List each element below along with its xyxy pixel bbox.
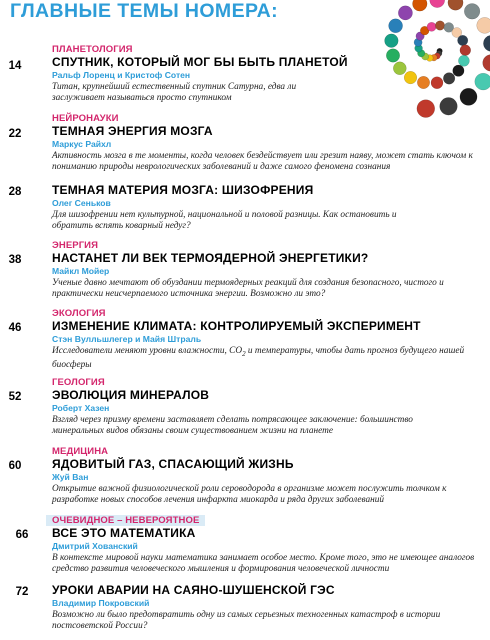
article-headline[interactable]: ЯДОВИТЫЙ ГАЗ, СПАСАЮЩИЙ ЖИЗНЬ	[52, 457, 294, 471]
category-label: ОЧЕВИДНОЕ – НЕВЕРОЯТНОЕ	[46, 515, 205, 526]
article-description: Исследователи меняют уровни влажности, $CO_2$ и температуры, чтобы дать прогноз будущего нашей биосферы	[52, 346, 465, 371]
article-description: Для шизофрении нет культурной, национальной и половой разницы. Как остановить и обратить вспять коварный недуг?	[52, 210, 397, 232]
article-description: Взгляд через призму времени заставляет сделать потрясающее заключение: большинство минеральных видов обязаны своим существованием жизни на планете	[52, 415, 413, 437]
article-description: Титан, крупнейший естественный спутник Сатурна, едва ли заслуживает называться просто спутником	[52, 82, 297, 104]
article-headline[interactable]: ИЗМЕНЕНИЕ КЛИМАТА: КОНТРОЛИРУЕМЫЙ ЭКСПЕРИМЕНТ	[52, 319, 421, 333]
article-headline[interactable]: НАСТАНЕТ ЛИ ВЕК ТЕРМОЯДЕРНОЙ ЭНЕРГЕТИКИ?	[52, 251, 369, 265]
article-headline[interactable]: ЭВОЛЮЦИЯ МИНЕРАЛОВ	[52, 388, 210, 402]
page-title: ГЛАВНЫЕ ТЕМЫ НОМЕРА:	[10, 0, 279, 22]
article-author: Олег Сеньков	[52, 198, 111, 208]
gem-stone	[413, 0, 428, 11]
article-author: Дмитрий Хованский	[52, 541, 138, 551]
article-author: Майкл Мойер	[52, 266, 110, 276]
gem-stone	[448, 0, 463, 10]
page-number: 28	[8, 186, 22, 198]
article-author: Маркус Райхл	[52, 139, 112, 149]
page-number: 38	[8, 254, 22, 266]
gem-stone	[483, 55, 490, 72]
page-number: 52	[8, 391, 22, 403]
page-number: 60	[8, 460, 22, 472]
gem-stone	[483, 35, 490, 51]
gem-stone	[477, 17, 490, 33]
category-label: ПЛАНЕТОЛОГИЯ	[52, 44, 133, 55]
gem-stone	[427, 22, 436, 31]
page-number: 46	[8, 322, 22, 334]
category-label: ЭКОЛОГИЯ	[52, 308, 106, 319]
article-headline[interactable]: СПУТНИК, КОТОРЫЙ МОГ БЫ БЫТЬ ПЛАНЕТОЙ	[52, 55, 348, 69]
gem-stone	[398, 6, 412, 20]
category-label: ЭНЕРГИЯ	[52, 240, 99, 251]
page-number: 22	[8, 128, 22, 140]
article-author: Жуй Ван	[52, 472, 89, 482]
gem-stone	[435, 21, 444, 30]
article-headline[interactable]: ВСЕ ЭТО МАТЕМАТИКА	[52, 526, 196, 540]
gem-stone	[464, 4, 480, 20]
article-author: Роберт Хазен	[52, 403, 110, 413]
page-number: 14	[8, 60, 22, 72]
article-headline[interactable]: ТЕМНАЯ МАТЕРИЯ МОЗГА: ШИЗОФРЕНИЯ	[52, 183, 314, 197]
article-author: Владимир Покровский	[52, 598, 150, 608]
article-headline[interactable]: УРОКИ АВАРИИ НА САЯНО-ШУШЕНСКОЙ ГЭС	[52, 583, 335, 597]
category-label: МЕДИЦИНА	[52, 446, 109, 457]
article-author: Ральф Лоренц и Кристоф Сотен	[52, 70, 191, 80]
page-number: 72	[15, 586, 29, 598]
article-author: Стэн Вулльшлегер и Майя Штраль	[52, 334, 202, 344]
category-label: НЕЙРОНАУКИ	[52, 113, 119, 124]
article-headline[interactable]: ТЕМНАЯ ЭНЕРГИЯ МОЗГА	[52, 124, 213, 138]
category-label: ГЕОЛОГИЯ	[52, 377, 105, 388]
article-description: В контексте мировой науки математика занимает особое место. Кроме того, это не имеющее аналогов средство развития человеческого мышления и формирования человеческой личности	[52, 553, 475, 575]
article-description: Возможно ли было предотвратить одну из самых серьезных техногенных катастроф в истории постсоветской России?	[52, 610, 441, 632]
article-description: Активность мозга в те моменты, когда человек бездействует или грезит наяву, может стать ключом к пониманию природы неврологических заболеваний и даже самого феномена сознания	[52, 151, 473, 173]
gem-stone	[430, 0, 445, 8]
article-description: Открытие важной физиологической роли сероводорода в организме может послужить толчком к разработке новых способов лечения инфаркта миокарда и ряда других заболеваний	[52, 484, 447, 506]
gem-stone	[389, 19, 403, 33]
page-number: 66	[15, 529, 29, 541]
article-description: Ученые давно мечтают об обуздании термоядерных реакций для создания безопасного, чистого и практически неисчерпаемого источника энергии. Возможно ли это?	[52, 278, 444, 300]
